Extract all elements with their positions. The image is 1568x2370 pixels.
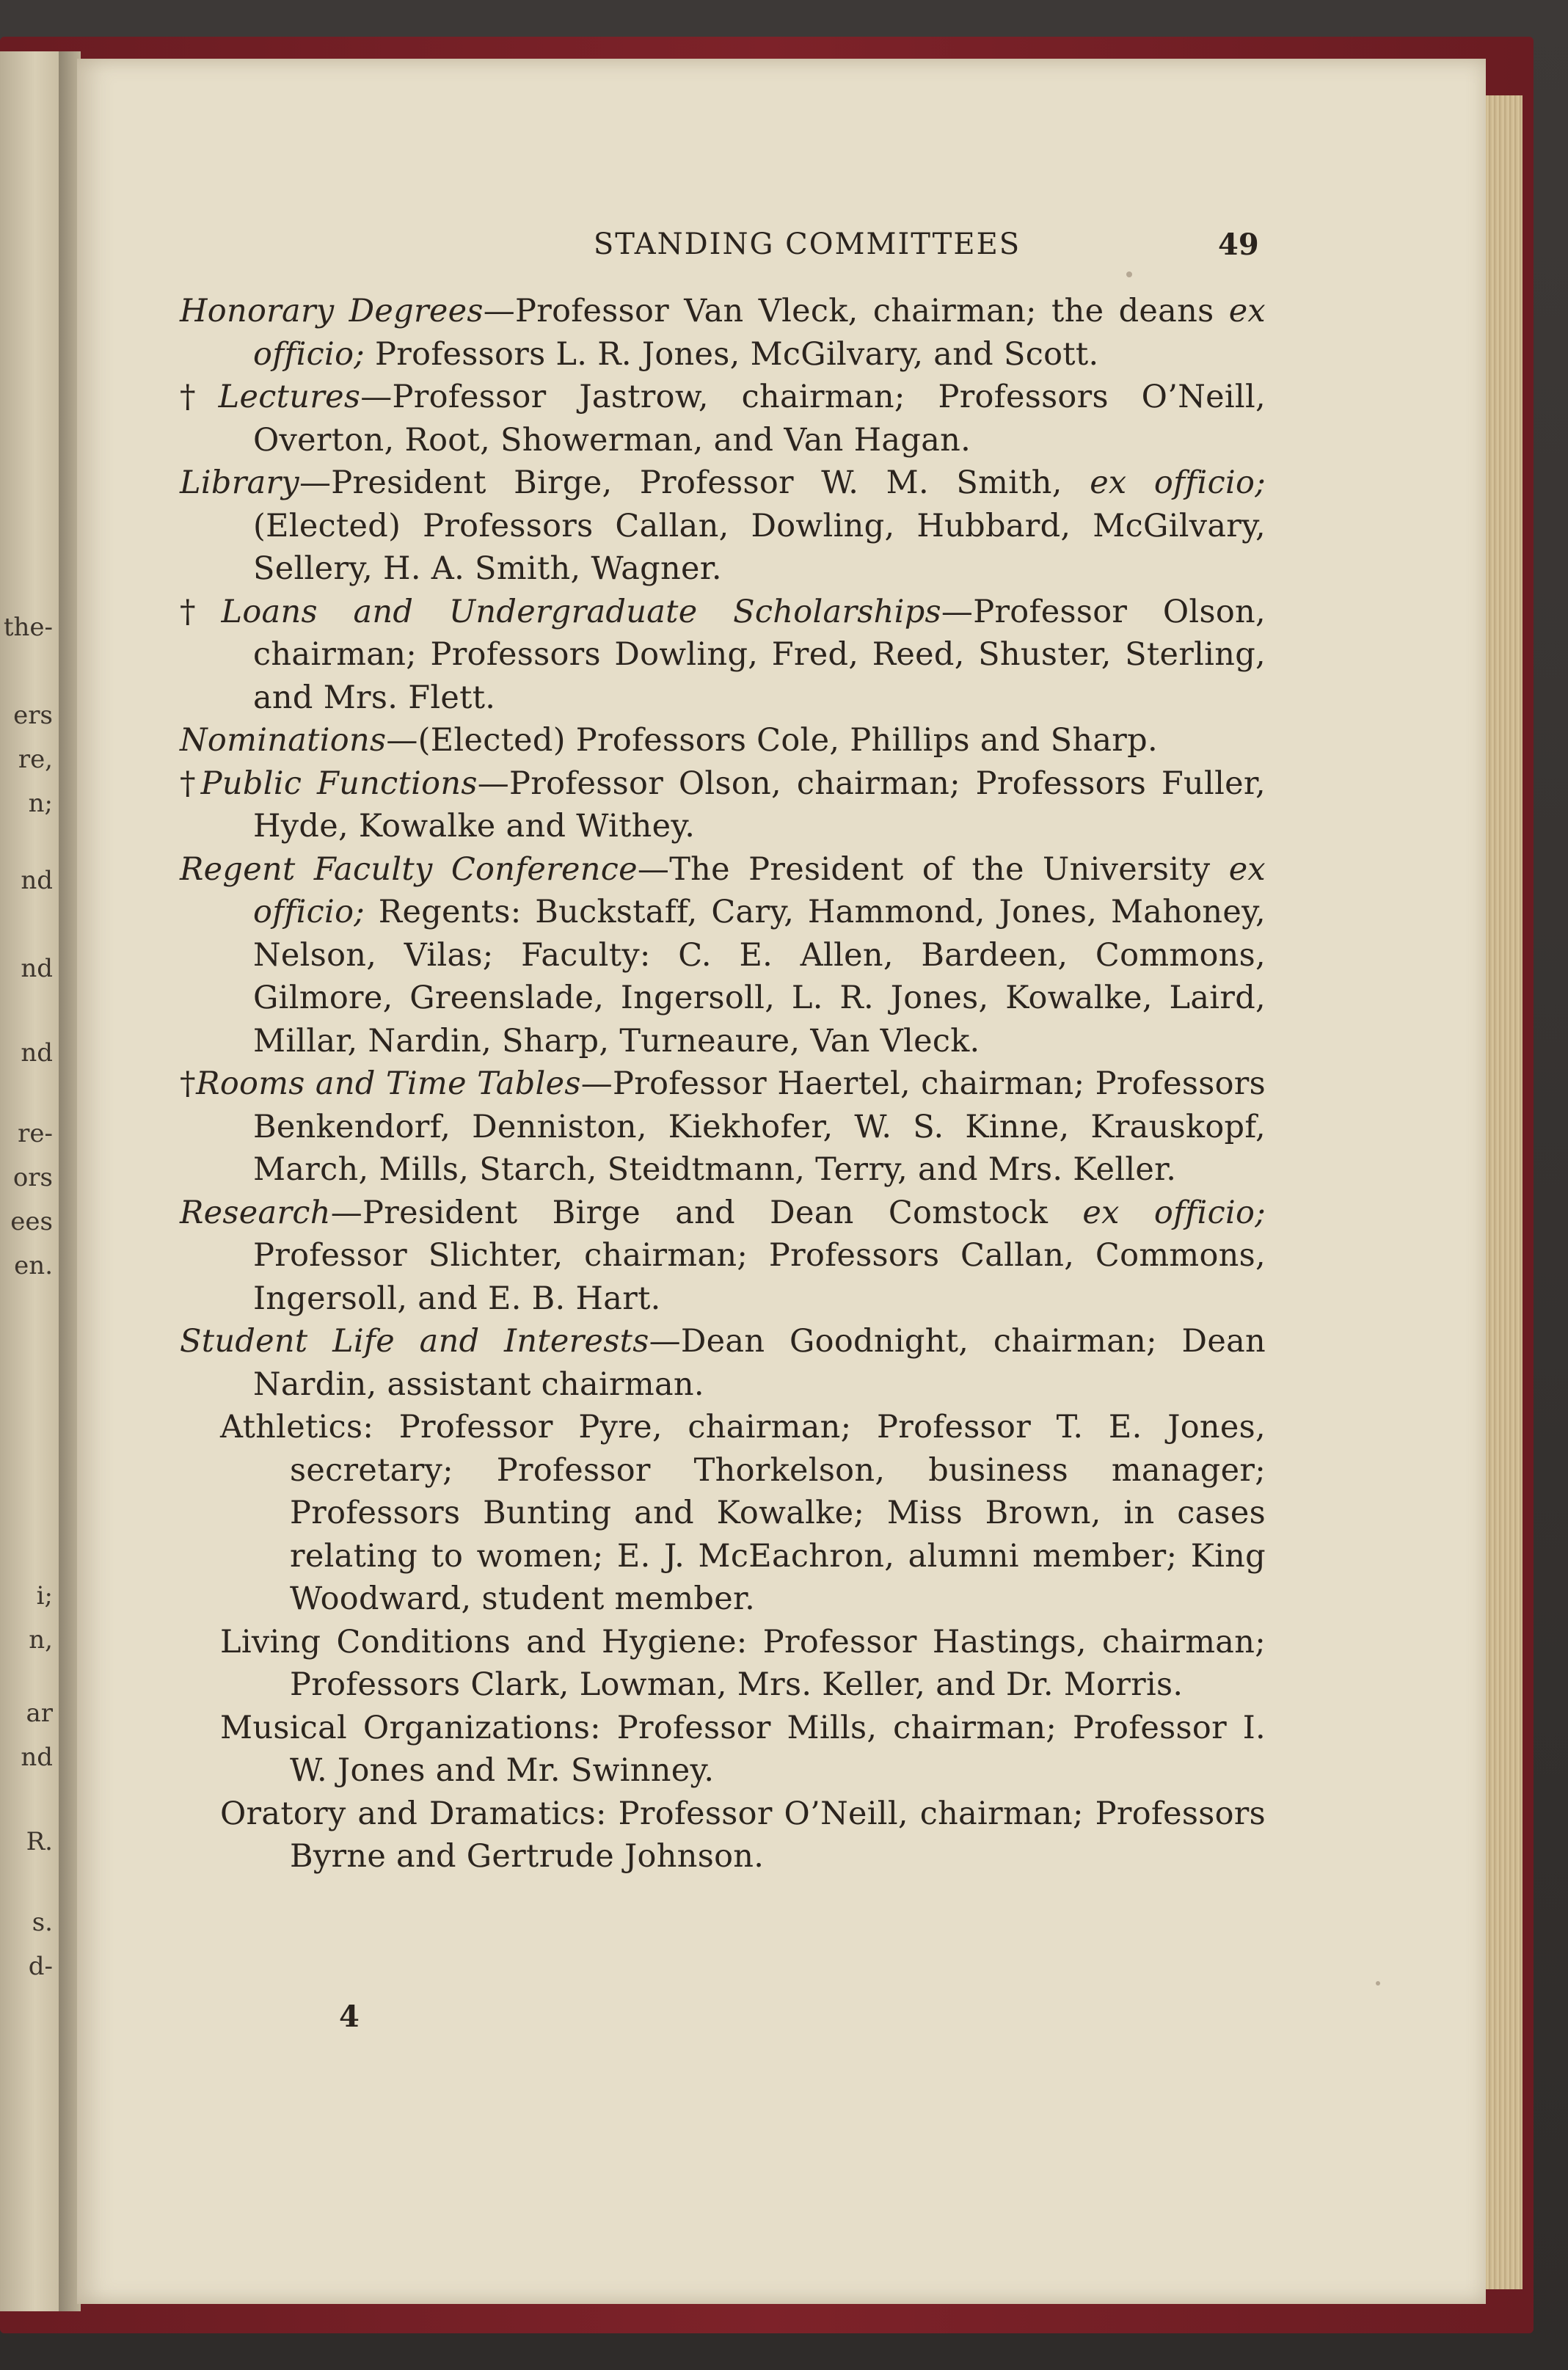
committee-body: —Professor Van Vleck, chairman; the deans	[483, 293, 1229, 329]
prev-page-fragment: n,	[29, 1625, 53, 1655]
committee-entry	[180, 762, 1266, 848]
committee-body-rest: Professor Slichter, chairman; Professors Callan, Commons, Ingersoll, and E. B. Hart.	[253, 1237, 1266, 1317]
committee-heading: Public Functions	[200, 765, 478, 802]
signature-mark: 4	[339, 1999, 360, 2034]
committee-body: —Professor Jastrow, chairman; Professors O’Neill, Overton, Root, Showerman, and Van Hagan.	[253, 379, 1266, 459]
prev-page-fragment: nd	[21, 866, 53, 895]
committee-heading: Honorary Degrees	[180, 293, 484, 329]
prev-page-fragment: R.	[26, 1827, 53, 1856]
committee-heading: Loans and Undergraduate Scholarships	[221, 593, 941, 630]
committee-body: —(Elected) Professors Cole, Phillips and Sharp.	[386, 722, 1158, 759]
prev-page-fragment: ar	[26, 1699, 53, 1728]
committee-entry	[180, 719, 1266, 762]
committee-entry	[180, 591, 1266, 720]
prev-page-fragment: re,	[18, 745, 53, 774]
committee-body-italic: ex officio;	[1090, 464, 1266, 501]
committee-entry	[180, 1320, 1266, 1406]
committee-body: —The President of the University	[637, 850, 1229, 888]
committee-entry	[180, 376, 1266, 462]
page-number: 49	[1218, 227, 1259, 262]
committee-entry	[180, 290, 1266, 376]
prev-page-fragment: n;	[28, 789, 53, 818]
committee-heading: Student Life and Interests	[180, 1323, 649, 1360]
dagger-mark: †	[180, 379, 219, 415]
subcommittee-entry: Athletics: Professor Pyre, chairman; Professor T. E. Jones, secretary; Professor Thorkelson, business manager; Professors Bunting and Kowalke; Miss Brown, in cases relating to women; E. J. McEachron, alumni member; King Woodward, student member.	[220, 1409, 1266, 1617]
prev-page-fragment: i;	[36, 1581, 53, 1611]
committee-body: —Dean Goodnight, chairman; Dean Nardin, assistant chairman.	[253, 1323, 1266, 1403]
committee-body-italic: ex officio;	[253, 850, 1266, 930]
prev-page-fragment: s.	[32, 1908, 53, 1937]
committee-body: —President Birge, Professor W. M. Smith,	[299, 464, 1090, 501]
committee-entry	[180, 462, 1266, 591]
prev-page-fragment: nd	[21, 954, 53, 983]
prev-page-fragment: d-	[28, 1952, 53, 1981]
committee-body-rest: Professors L. R. Jones, McGilvary, and Scott.	[365, 335, 1099, 373]
committee-body-italic: ex officio;	[1082, 1194, 1266, 1231]
prev-page-fragment: nd	[21, 1743, 53, 1772]
committee-list	[180, 290, 1266, 1878]
prev-page-fragment: ors	[12, 1163, 53, 1192]
running-head	[77, 227, 1486, 271]
page-block-edge	[1486, 95, 1523, 2289]
dagger-mark: †	[180, 593, 222, 630]
committee-entry	[180, 848, 1266, 1063]
committee-heading: Library	[180, 464, 299, 501]
committee-body: —Professor Haertel, chairman; Professors Benkendorf, Denniston, Kiekhofer, W. S. Kinne, Krauskopf, March, Mills, Starch, Steidtmann, Terry, and Mrs. Keller.	[253, 1065, 1266, 1188]
committee-body: —President Birge and Dean Comstock	[330, 1194, 1083, 1231]
paper-speck	[1126, 271, 1132, 277]
prev-page-fragment: re-	[18, 1119, 53, 1148]
previous-page-edge	[0, 51, 59, 2311]
prev-page-fragment: en.	[14, 1251, 53, 1280]
paper-speck	[1376, 1981, 1380, 1986]
committee-body-italic: ex officio;	[253, 293, 1266, 373]
prev-page-fragment: nd	[21, 1038, 53, 1068]
committee-heading: Regent Faculty Conference	[180, 850, 638, 888]
committee-heading: Lectures	[218, 379, 361, 415]
committee-heading: Rooms and Time Tables	[196, 1065, 581, 1102]
committee-body-rest: Regents: Buckstaff, Cary, Hammond, Jones, Mahoney, Nelson, Vilas; Faculty: C. E. Allen, Bardeen, Commons, Gilmore, Greenslade, Ingersoll, L. R. Jones, Kowalke, Laird, Millar, Nardin, Sharp, Turneaure, Van Vleck.	[253, 894, 1266, 1060]
running-title: STANDING COMMITTEES	[593, 227, 1021, 261]
subcommittee-entry: Oratory and Dramatics: Professor O’Neill, chairman; Professors Byrne and Gertrude Johnson.	[220, 1795, 1266, 1875]
prev-page-fragment: ees	[10, 1207, 53, 1236]
dagger-mark: †	[180, 765, 201, 802]
prev-page-fragment: the-	[3, 613, 53, 642]
dagger-mark: †	[180, 1065, 197, 1102]
committee-body: —Professor Olson, chairman; Professors Fuller, Hyde, Kowalke and Withey.	[253, 765, 1266, 845]
committee-body-rest: (Elected) Professors Callan, Dowling, Hubbard, McGilvary, Sellery, H. A. Smith, Wagner.	[253, 507, 1266, 587]
committee-entry	[180, 1192, 1266, 1321]
committee-heading: Research	[180, 1194, 331, 1231]
committee-heading: Nominations	[180, 722, 387, 759]
prev-page-fragment: ers	[13, 701, 53, 730]
subcommittee-entry: Musical Organizations: Professor Mills, chairman; Professor I. W. Jones and Mr. Swinney.	[220, 1709, 1266, 1789]
committee-entry	[180, 1062, 1266, 1192]
subcommittee-entry: Living Conditions and Hygiene: Professor Hastings, chairman; Professors Clark, Lowman, Mrs. Keller, and Dr. Morris.	[220, 1623, 1266, 1703]
committee-body: —Professor Olson, chairman; Professors Dowling, Fred, Reed, Shuster, Sterling, and Mrs. Flett.	[253, 593, 1266, 716]
